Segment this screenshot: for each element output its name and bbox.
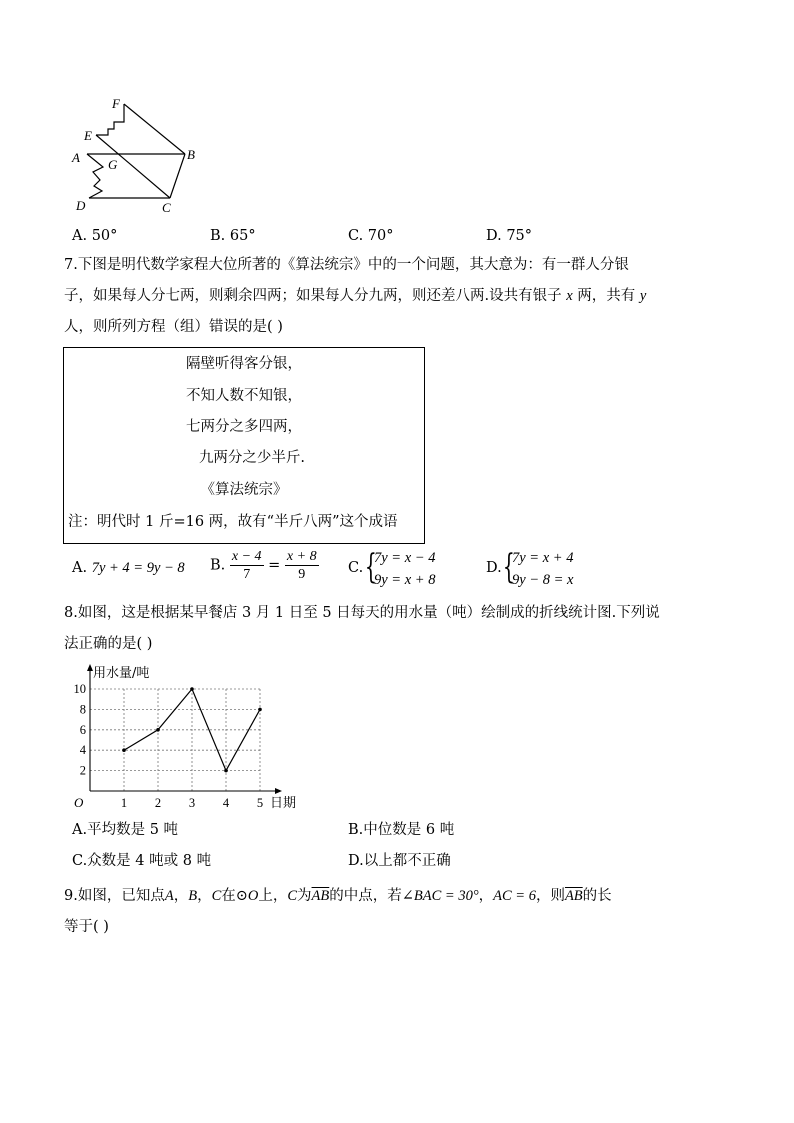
q9-circle-o: ⊙O [235, 888, 259, 904]
frac2-numerator: x + 8 [286, 549, 317, 564]
q8-option-b: B.中位数是 6 吨 [348, 822, 455, 838]
q7-option-d-brace: { [502, 547, 515, 587]
zigzag-AD [87, 154, 103, 198]
poem-note: 注：明代时 1 斤=16 两，故有“半斤八两”这个成语 [68, 514, 398, 530]
x-tick-label: 4 [222, 796, 230, 810]
q8-stem-line1: 8.如图，这是根据某早餐店 3 月 1 日至 5 日每天的用水量（吨）绘制成的折线统计图.下列说 [64, 605, 660, 621]
x-tick-label: 1 [120, 796, 128, 810]
q7-option-b-label: B. [210, 557, 226, 574]
q8-stem-line2: 法正确的是( ) [64, 636, 153, 652]
q9-ac-length: AC = 6 [493, 888, 536, 904]
frac1-numerator: x − 4 [231, 549, 262, 564]
y-tick-label: 4 [79, 743, 86, 758]
q7-option-d-eq2: 9y − 8 = x [512, 572, 574, 588]
q7-option-d-label: D. [486, 560, 502, 576]
q7-option-c-brace: { [364, 547, 377, 587]
label-A: A [72, 150, 80, 165]
q7-option-b-frac1 [230, 548, 264, 583]
q7-option-c-eq1: 7y = x − 4 [374, 550, 436, 566]
poem-line-1: 隔壁听得客分银， [186, 356, 302, 372]
q8-option-a: A.平均数是 5 吨 [72, 822, 179, 838]
q9-mid2: 的中点，若 [329, 888, 402, 904]
q9-stem-line1 [64, 886, 612, 906]
label-F: F [112, 96, 120, 111]
y-tick-label: 10 [73, 682, 86, 696]
q7-poem-box [63, 347, 425, 544]
water-usage-line-chart [70, 660, 330, 810]
y-tick-label: 6 [79, 722, 86, 737]
data-point [122, 748, 126, 752]
q7-option-b [210, 548, 319, 583]
q7-stem-line2 [64, 286, 646, 306]
q7-option-c-eq2: 9y = x + 8 [374, 572, 436, 588]
q7-stem-line3: 人，则所列方程（组）错误的是( ) [64, 319, 283, 335]
q9-point-b: B [188, 888, 198, 904]
q8-option-c: C.众数是 4 吨或 8 吨 [72, 853, 212, 869]
label-D: D [76, 198, 86, 213]
q8-option-d: D.以上都不正确 [348, 853, 451, 869]
q9-sep3: ， [478, 888, 494, 904]
q6-option-b: B. 65° [210, 228, 256, 244]
q7-option-a-label: A. [72, 560, 88, 576]
label-E: E [84, 128, 92, 143]
poem-source: 《算法统宗》 [200, 482, 288, 498]
q7-option-d-eq1: 7y = x + 4 [512, 550, 574, 566]
poem-line-3: 七两分之多四两， [186, 419, 302, 435]
data-point [258, 708, 262, 712]
label-B: B [187, 147, 195, 162]
q9-point-a: A [164, 888, 174, 904]
q7-option-b-equals: = [268, 557, 281, 574]
q7-option-c-label: C. [348, 560, 364, 576]
q9-len: 的长 [582, 888, 612, 904]
q9-angle-bac: ∠BAC = 30° [401, 888, 479, 904]
segment-FB [124, 104, 185, 154]
q9-sep2: ， [197, 888, 212, 904]
y-tick-label: 8 [79, 702, 86, 717]
q7-var-y: y [639, 288, 647, 304]
q7-stem-line1: 7.下图是明代数学家程大位所著的《算法统宗》中的一个问题，其大意为：有一群人分银 [64, 257, 629, 273]
x-tick-label: 3 [188, 796, 196, 810]
q9-stem-start: 9.如图，已知点 [64, 888, 165, 904]
q7-stem-line2-b: 两，共有 [577, 288, 636, 304]
q9-arc-ab: $\overline{AB}$ [311, 888, 330, 904]
q7-option-a-expr: 7y + 4 = 9y − 8 [91, 560, 185, 576]
q9-sep1: ， [173, 888, 189, 904]
data-point [224, 769, 228, 773]
segment-BC [170, 154, 185, 198]
frac2-denominator: 9 [298, 567, 306, 582]
x-tick-label: 2 [154, 796, 162, 810]
q9-on2: 上， [258, 888, 288, 904]
q6-option-a: A. 50° [72, 228, 118, 244]
q9-on: 在 [221, 888, 236, 904]
poem-line-4: 九两分之少半斤. [198, 450, 306, 466]
data-point [190, 687, 194, 691]
origin-label: O [74, 795, 84, 810]
q7-var-x: x [566, 288, 573, 304]
q9-then: ，则 [535, 888, 565, 904]
q9-point-c: C [211, 888, 222, 904]
frac1-denominator: 7 [243, 567, 251, 582]
q7-stem-line2-a: 子，如果每人分七两，则剩余四两；如果每人分九两，则还差八两.设共有银子 [64, 288, 562, 304]
poem-line-2: 不知人数不知银， [186, 388, 302, 404]
q9-point-c2: C [287, 888, 298, 904]
x-tick-label: 5 [256, 796, 264, 810]
q9-stem-line2: 等于( ) [64, 919, 109, 935]
q7-option-b-frac2 [285, 548, 319, 583]
q6-option-c: C. 70° [348, 228, 394, 244]
y-tick-label: 2 [79, 763, 86, 778]
q6-option-d: D. 75° [486, 228, 533, 244]
q6-geometry-figure [70, 92, 210, 220]
x-axis-title: 日期 [270, 796, 297, 810]
label-C: C [162, 200, 171, 215]
x-axis-arrow-icon [275, 788, 282, 794]
q9-mid1: 为 [297, 888, 312, 904]
q7-option-a [72, 558, 185, 578]
y-axis-title: 用水量/吨 [93, 666, 150, 681]
label-G: G [108, 157, 118, 172]
data-point [156, 728, 160, 732]
q9-arc-ab-2: $\overline{AB}$ [564, 888, 583, 904]
